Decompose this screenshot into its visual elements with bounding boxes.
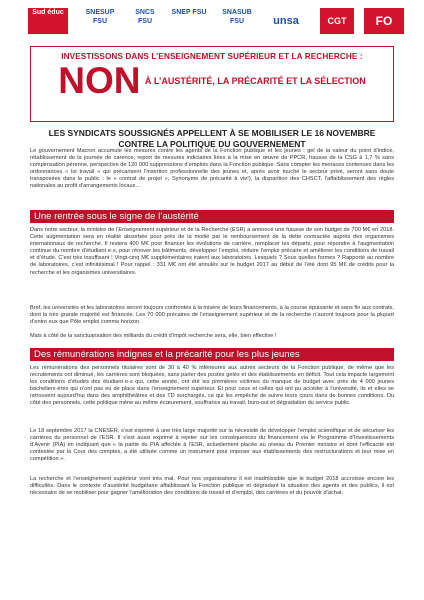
union-logos bbox=[28, 6, 404, 40]
subtitle-line1: LES SYNDICATS SOUSSIGNÉS APPELLENT À SE MOBILISER LE 16 NOVEMBRE bbox=[48, 128, 376, 138]
snep-logo: SNEP FSU bbox=[171, 9, 207, 16]
austerity-paragraph-3: Mais à côté de la sanctuarisation des milliards du crédit d’impôt recherche sera, elle, bien effective ! bbox=[30, 333, 277, 339]
headline-non: NON bbox=[58, 60, 141, 101]
fo-logo: FO bbox=[364, 8, 404, 34]
headline-line2-rest: À L’AUSTÉRITÉ, LA PRÉCARITÉ ET LA SÉLECTION bbox=[144, 76, 366, 86]
headline-line2 bbox=[31, 61, 393, 101]
snasub-logo: SNASUB FSU bbox=[222, 9, 252, 25]
section-title-austerity: Une rentrée sous le signe de l’austérité bbox=[30, 210, 394, 223]
austerity-paragraph-2: Bref, les universités et les laboratoires seront toujours confrontés à la misère de leurs financements, à la course épuisante et sans fin aux contrats, dont la très grande majorité est financée. Les 70 000 précaires de l’enseignement supérieur et de la recherche n’auront toujours pour la plupart d’entre eux que Pôle emploi comme horizon. bbox=[30, 305, 394, 326]
subtitle bbox=[30, 128, 394, 150]
sncs-logo: SNCS FSU bbox=[135, 9, 155, 25]
remuneration-paragraph-1: Les rémunérations des personnels titulaires sont de 30 à 40 % inférieures aux autres secteurs de la Fonction publique, de même que les recrutements ont diminué, les carrières sont bloquées, sans parler des postes gelés et des établissements en déficit. Tout cela impacte largement les conditions d’études des étudiant·e·s qui, cette année, ont été les premières victimes du manque de budget avec près de 4 000 jeunes bacheliers·ères qui n’ont pas eu de place dans l’enseignement supérieur. Et pour ceux et celles qui ont pu accéder à l’université, ils et elles se retrouvent aujourd’hui dans des amphithéâtres et des TD surchargés, ce qui les empêche de suivre leurs cours dans de bonnes conditions. Du côté des personnels, cette politique mène au même écœurement, souffrance au travail, burn-out et dégradation du service public. bbox=[30, 365, 394, 407]
section-title-remuneration: Des rémunérations indignes et la précarité pour les plus jeunes bbox=[30, 348, 394, 361]
remuneration-paragraph-3: La recherche et l’enseignement supérieur vont très mal. Pour nos organisations il est inadmissible que le budget 2018 accroisse encore les difficultés. Dans le contexte d’austérité budgétaire affaiblissant la Fonction publique et dégradant la situation des agents et des publics, il est nécessaire de se mobiliser pour gagner l’amélioration des conditions de travail et d’emploi, des carrières et du pouvoir d’achat. bbox=[30, 476, 394, 497]
unsa-logo: unsa bbox=[273, 15, 299, 27]
intro-paragraph: Le gouvernement Macron accumule les mesures contre les agents de la Fonction publique et les jeunes : gel de la valeur du point d’indice, rétablissement de la journée de carence, report de mesures indiciaires liées à la mise en œuvre de PPCR, hausse de la CSG à 1,7 % sans compensation pérenne, perspective de 120 000 suppressions d’emplois dans la Fonction publique. Sans compter les menaces contenues dans les ordonnances « loi travail » qui précarisent l’insertion professionnelle des jeunes et, après avoir touché le secteur privé, seront sans doute transposées dans le public : le « contrat de projet », Synonyme de précarité à vie!), la disparition des CHSCT, l’affaiblissement des règles nationales au profit d’arrangements locaux… bbox=[30, 148, 394, 190]
headline-line1: INVESTISSONS DANS L’ENSEIGNEMENT SUPÉRIEUR ET LA RECHERCHE : bbox=[61, 52, 363, 61]
subtitle-line2: CONTRE LA POLITIQUE DU GOUVERNEMENT bbox=[118, 139, 306, 149]
sud-education-logo: Sud éduc bbox=[28, 8, 68, 34]
headline-box bbox=[30, 46, 394, 122]
austerity-paragraph-1: Dans notre secteur, la ministre de l’Enseignement supérieur et de la Recherche (ESR) a annoncé une hausse de son budget de 700 M€ en 2018. Cette augmentation sera en réalité absorbée pour près de la moitié par le remboursement de la dette contractée auprès des organismes internationaux de recherche. Il restera 400 M€ pour financer les évolutions de carrière, remplacer les départs, pour répondre à l’augmentation continue du nombre d’étudiant·e·s, pour rénover les bâtiments, développer l’emploi, réduire l’emploi précaire et améliorer les conditions de travail et d’étude. C’est très insuffisant ! Vingt-cinq M€ supplémentaires iraient aux laboratoires. Lesquels ? Sous quelles formes ? Rapporté au nombre de laboratoires, c’est infinitésimal ! Pour rappel : 331 M€ ont été annulés sur le budget 2017 au début de l’été dont 95 M€ de crédits pour la recherche et les organismes universitaires. bbox=[30, 227, 394, 276]
cgt-logo: CGT bbox=[320, 8, 354, 34]
remuneration-paragraph-2: Le 18 septembre 2017 la CNESER, s’est exprimé à une très large majorité sur la nécessité de développer l’emploi scientifique et de sécuriser les carrières du personnel de l’ESR. Il s’est aussi exprimé à rejeter sur les conséquences du financement via le Programme d’Investissements d’Avenir (PIA) en indiquant que « la partie du PIA affectée à l’ESR, actuellement placée au niveau du Premier ministre et dont l’efficacité est contestée par la Cour des comptes, a été utilisée comme un instrument pour imposer aux établissements des restructurations et leur mise en compétition ». bbox=[30, 428, 394, 463]
snesup-logo: SNESUP FSU bbox=[85, 9, 115, 25]
